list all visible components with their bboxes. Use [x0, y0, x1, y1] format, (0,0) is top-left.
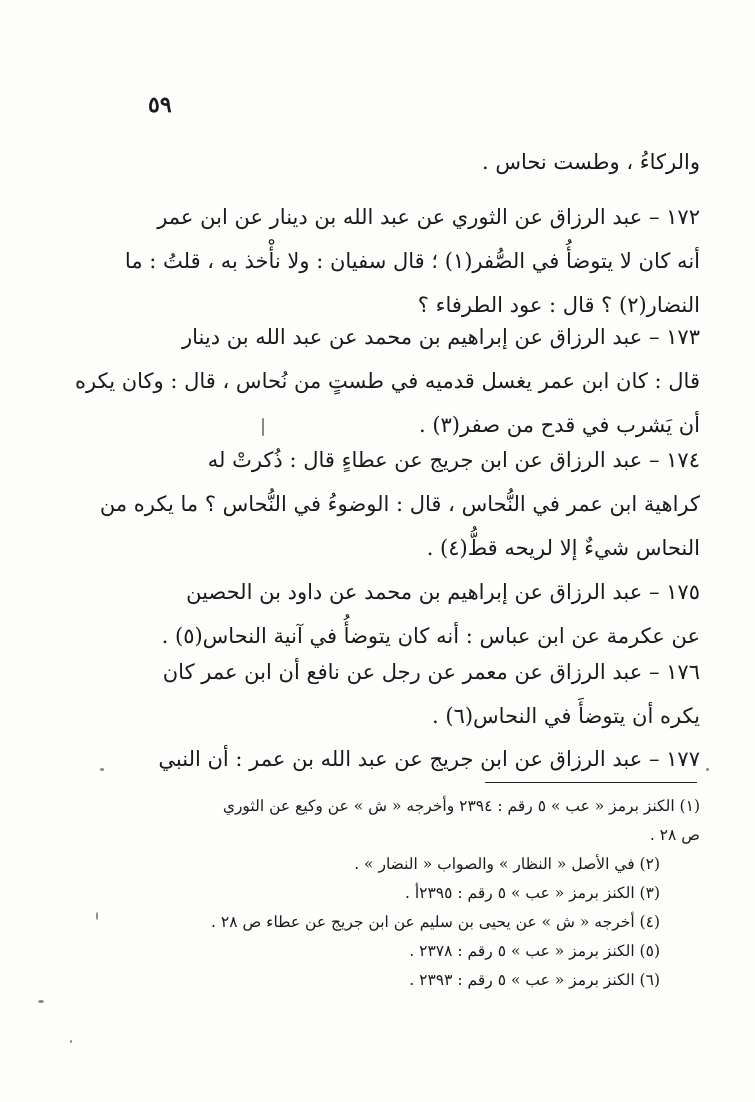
footnote: (٢) في الأصل « النظار » والصواب « النضار » .	[354, 855, 660, 873]
paragraph-175	[160, 570, 700, 658]
scan-speck	[706, 768, 709, 771]
paragraph-line: ١٧٢ – عبد الرزاق عن الثوري عن عبد الله بن دينار عن ابن عمر	[157, 205, 700, 229]
page-number: ٥٩	[148, 92, 172, 118]
paragraph-174	[99, 438, 700, 570]
footnotes	[150, 792, 700, 995]
paragraph-line: يكره أن يتوضأَ في النحاس(٦) .	[432, 704, 700, 728]
paragraph-line: ١٧٧ – عبد الرزاق عن ابن جريج عن عبد الله بن عمر : أن النبي	[158, 747, 700, 771]
paragraph-line: ١٧٤ – عبد الرزاق عن ابن جريج عن عطاءٍ قال : ذُكرتْ له	[207, 448, 700, 472]
scan-speck	[38, 1000, 44, 1003]
paragraph-177	[160, 737, 700, 781]
scan-speck	[96, 912, 98, 920]
paragraph-continuation	[160, 140, 700, 184]
paragraph-line: كراهية ابن عمر في النُّحاس ، قال : الوضوءُ في النُّحاس ؟ ما يكره من	[99, 492, 700, 516]
footnote: (٥) الكنز برمز « عب » ٥ رقم : ٢٣٧٨ .	[409, 942, 660, 960]
paragraph-176	[160, 650, 700, 738]
paragraph-line: النضار(٢) ؟ قال : عود الطرفاء ؟	[417, 293, 700, 317]
footnote: (٤) أخرجه « ش » عن يحيى بن سليم عن ابن جريج عن عطاء ص ٢٨ .	[211, 913, 660, 931]
paragraph-line: ١٧٣ – عبد الرزاق عن إبراهيم بن محمد عن عبد الله بن دينار	[182, 325, 700, 349]
footnote: (١) الكنز برمز « عب » ٥ رقم : ٢٣٩٤ وأخرجه « ش » عن وكيع عن الثوري	[222, 797, 700, 815]
paragraph-line: ١٧٦ – عبد الرزاق عن معمر عن رجل عن نافع أن ابن عمر كان	[162, 660, 700, 684]
paragraph-line: والركاءُ ، وطست نحاس .	[481, 150, 700, 174]
paragraph-172	[124, 195, 700, 327]
footnote: (٦) الكنز برمز « عب » ٥ رقم : ٢٣٩٣ .	[409, 971, 660, 989]
paragraph-173	[75, 315, 700, 447]
footnote: (٣) الكنز برمز « عب » ٥ رقم : ٢٣٩٥أ .	[404, 884, 660, 902]
paragraph-line: أن يَشرب في قدح من صفر(٣) .	[418, 413, 700, 437]
paragraph-line: ١٧٥ – عبد الرزاق عن إبراهيم بن محمد عن داود بن الحصين	[186, 580, 700, 604]
scan-speck	[70, 1040, 72, 1043]
footnote-divider	[485, 782, 697, 783]
footnote-continuation: ص ٢٨ .	[649, 826, 700, 844]
scan-speck	[262, 418, 264, 436]
paragraph-line: أنه كان لا يتوضأُ في الصُّفر(١) ؛ قال سفيان : ولا نأْخذ به ، قلتُ : ما	[124, 249, 700, 273]
paragraph-line: قال : كان ابن عمر يغسل قدميه في طستٍ من نُحاس ، قال : وكان يكره	[75, 369, 700, 393]
paragraph-line: عن عكرمة عن ابن عباس : أنه كان يتوضأُ في آنية النحاس(٥) .	[161, 624, 700, 648]
scan-speck	[100, 768, 104, 771]
paragraph-line: النحاس شيءٌ إلا لريحه قطُّ(٤) .	[426, 536, 700, 560]
